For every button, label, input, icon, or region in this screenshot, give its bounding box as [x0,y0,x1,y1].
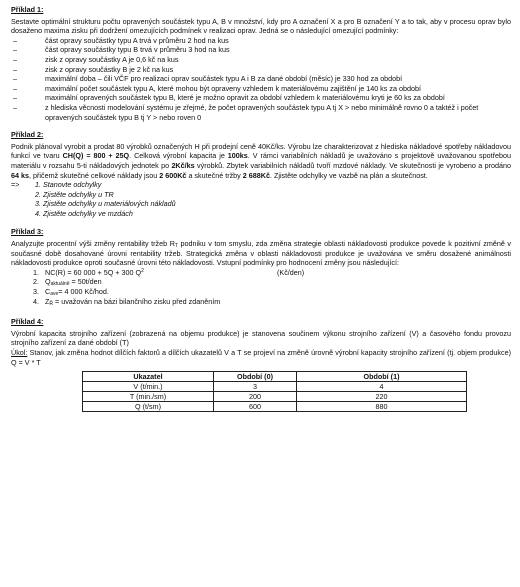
document-page [11,5,511,417]
var-value: = uvažován na bázi bilančního zisku před zdaněním [53,296,221,306]
var-subscript: ave [50,291,59,298]
condition-item [41,297,511,307]
task-1-conditions [11,36,511,122]
condition-item: – zisk z opravy součástky A je 0,6 kč na kus [11,55,511,65]
condition-item: – maximální počet součástek typu A, které mohou být opraveny vzhledem k materiálovému zajištění je 140 ks za období [11,84,511,94]
sold-value: 64 ks [11,170,29,180]
condition-item [41,268,511,278]
task-2 [11,130,511,218]
condition-item [41,277,511,287]
var-symbol: C [45,287,51,297]
var-subscript: Ř [49,300,54,307]
revenue-value: 2 688Kč [242,170,270,180]
header-cell: Období (1) [297,372,467,382]
task-4-title: Příklad 4: [11,317,44,327]
task-1-intro: Sestavte optimální strukturu počtu opravených součástek typu A, B v množství, kdy pro A označení X a pro B označení Y a to tak, aby v procesu oprav bylo dosaženo maxima zisku při dodržení omezujících podmínek v realizaci oprav. Jedná se o následující omezující podmínky: [11,16,511,36]
condition-item: – maximální opravených součástek typu B, které je možno opravit za období vzhledem k materiálovému kryti je 60 ks za období [11,93,511,103]
task-4 [11,317,511,412]
indicator-table [82,371,467,412]
task-1 [11,5,511,122]
step-item: 2. Zjistěte odchylky u TR [43,190,511,200]
step-item: 1. Stanovte odchylky [43,180,511,190]
table-header-row [83,372,467,382]
table-cell: 880 [297,402,467,412]
capacity-value: 100ks [227,151,248,161]
task-2-text-part: . Celková výrobní kapacita je [129,151,225,161]
rt-subscript: T [174,243,178,250]
exponent: 2 [141,267,144,274]
cost-function: CH(Q) = 800 + 25Q [62,151,130,161]
condition-item: – část opravy součástky typu B trvá v průměru 3 hod na kus [11,45,511,55]
var-subscript: aktuálně [50,281,70,288]
task-3-conditions [11,268,511,306]
task-3-text-part: podniku v tom smyslu, zda změna strategie oblasti nákladovosti produkce povede k pozitivní změně v současné době dosahované úrovni rentability tržeb. Strategická změna v oblasti nákladovosti produkce je uvažována ve směru dosažené animálnosti nákladovosti produkce oproti současné úrovni této nákladovosti. Vstupní podmínky pro hodnocení změny jsou následující: [11,239,511,268]
step-item: 4. Zjistěte odchylky ve mzdách [43,209,511,219]
step-item: 3. Zjistěte odchylky u materiálových nákladů [43,199,511,209]
condition-item: – maximální doba – čili VČF pro realizaci oprav součástek typu A i B za dané období (měsíc) je 330 hod za období [11,74,511,84]
table-cell: Q (t/sm) [83,402,214,412]
task-2-text-part: . V rámci variabilních nákladů je uvažováno s projektově uvažovanou spotřebou materiálu v rozsahu 5-ti nákladových jednotek po [11,151,512,170]
task-2-text-part: . Zjistěte odchylky ve vazbě na plán a skutečnost. [269,170,428,180]
task-2-text-part: Podnik plánoval vyrobit a prodat 80 výrobků označených H při prodejní ceně 40Kč/ks. Výrobu lze charakterizovat z hlediska nákladové spotřeby nákladovou funkcí ve tvaru [11,141,511,161]
table-cell: 220 [297,392,467,402]
material-value: 2Kč/ks [171,160,195,170]
ukol-label: Úkol: [11,348,28,357]
table-cell: T (min./sm) [83,392,214,402]
condition-item: – část opravy součástky typu A trvá v průměru 2 hod na kus [11,36,511,46]
table-cell: 3 [214,382,297,392]
var-value: = 4 000 Kč/hod. [58,287,109,297]
task-2-text-part: , přičemž skutečné celkové náklady jsou [29,170,158,180]
task-2-text [11,142,511,180]
task-4-text: Výrobní kapacita strojního zařízení (zobrazená na objemu produkce) je stanovena součinem výkonu strojního zařízení (V) a časového fondu provozu strojního zařízení za dané období (T) [11,328,511,348]
condition-item: – zisk z opravy součástky B je 2 kč na kus [11,65,511,75]
task-2-text-part: a skutečné tržby [188,170,241,180]
table-cell: 4 [297,382,467,392]
condition-item [41,287,511,297]
table-cell: 600 [214,402,297,412]
task-2-text-part: výrobků. Zbytek variabilních nákladů tvoří mzdové náklady. Ve skutečnosti je vyrobeno a prodáno [197,160,511,170]
costs-value: 2 600Kč [159,170,187,180]
cost-equation: NC(R) = 60 000 + 5Q + 300 Q [45,267,142,277]
table-cell: 200 [214,392,297,402]
task-3-text [11,239,511,268]
task-3-title: Příklad 3: [11,227,44,237]
table-row [83,392,467,402]
task-2-title: Příklad 2: [11,130,44,140]
condition-item: – z hlediska věcnosti modelování systému je zřejmé, že počet opravených součástek typu A tj X > nebo minimálně rovno 0 a taktéž i počet opravených součástek typu B tj Y > nebo roven 0 [11,103,511,122]
var-value: = 50t/den [69,277,102,287]
var-symbol: Q [45,277,51,287]
ukol-text: Stanov, jak změna hodnot dílčích faktorů a dílčích ukazatelů V a T se projeví na změně úrovně výrobní kapacity strojního zařízení (tj. objem produkce) Q = V * T [11,348,511,367]
var-symbol: Z [45,296,50,306]
task-3 [11,227,511,306]
task-4-ukol [11,348,511,367]
table-row [83,402,467,412]
arrow-marker: => [11,180,20,190]
header-cell: Období (0) [214,372,297,382]
table-cell: V (t/min.) [83,382,214,392]
task-1-title: Příklad 1: [11,5,44,14]
header-cell: Ukazatel [83,372,214,382]
table-row [83,382,467,392]
unit-label: (Kč/den) [277,267,305,277]
task-3-text-part: Analyzujte procentní výši změny rentability tržeb R [11,239,175,249]
